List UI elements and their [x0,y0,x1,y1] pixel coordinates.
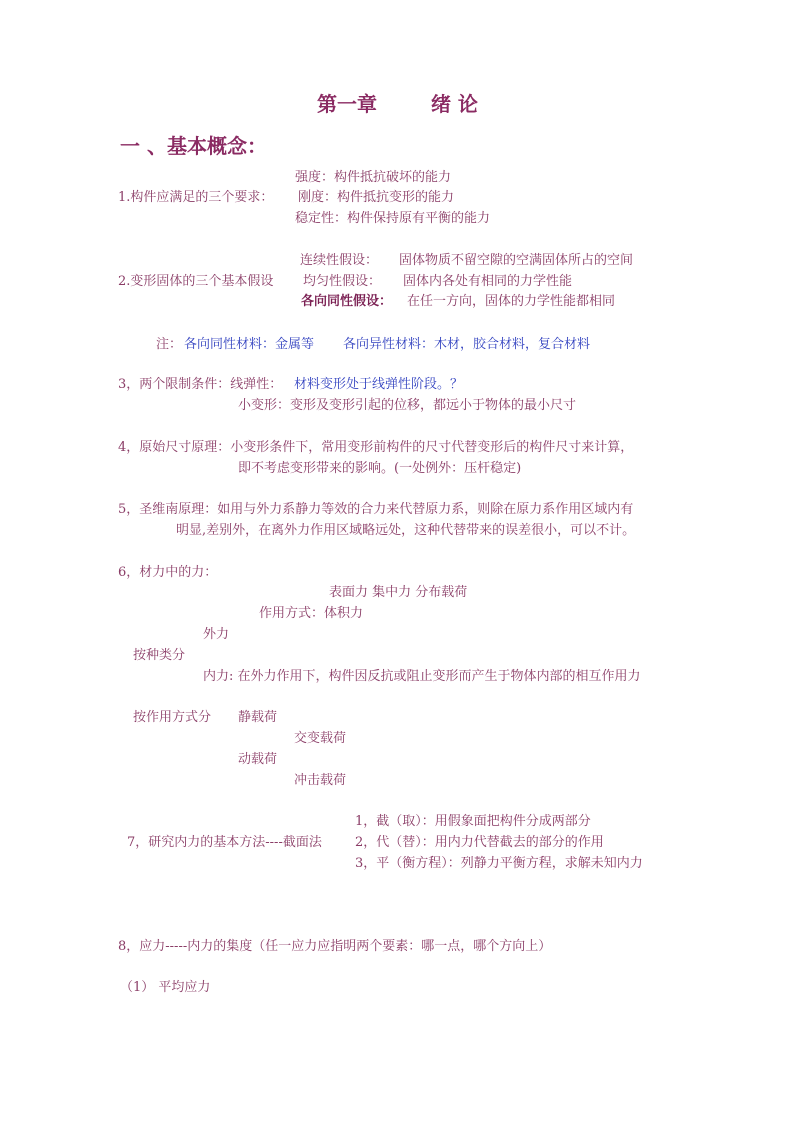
item6-by-action: 按作用方式分 [133,710,212,725]
assumption-isotropy-term: 各向同性假设： [301,294,393,309]
assumption-homogeneity-term: 均匀性假设： [303,274,382,289]
item6-surface-forces: 表面力 集中力 分布载荷 [329,585,468,600]
item6-impact-load: 冲击载荷 [294,773,347,788]
chapter-title [317,88,478,117]
item8-label: 8，应力-----内力的集度（任一应力应指明两个要素：哪一点，哪个方向上） [118,939,552,954]
item6-label: 6，材力中的力： [118,565,218,580]
item3-label: 3，两个限制条件：线弹性： [118,377,283,392]
note-isotropic: 各向同性材料：金属等 [184,337,315,352]
assumption-homogeneity-desc: 固体内各处有相同的力学性能 [403,274,573,289]
req-stiffness: 刚度：构件抵抗变形的能力 [298,190,455,205]
item1-label: 1.构件应满足的三个要求： [118,190,274,205]
item8-sub1: （1） 平均应力 [120,980,211,995]
item5-line1: 5，圣维南原理：如用与外力系静力等效的合力来代替原力系，则除在原力系作用区域内有 [118,502,634,517]
assumption-isotropy-desc: 在任一方向，固体的力学性能都相同 [407,294,616,309]
section-heading: 一 、基本概念： [120,134,267,158]
item6-internal-force: 内力: 在外力作用下，构件因反抗或阻止变形而产生于物体内部的相互作用力 [203,669,641,684]
item4-line2: 即不考虑变形带来的影响。(一处例外：压杆稳定) [238,461,522,476]
chapter-name: 绪 论 [430,92,478,116]
item7-step3: 3，平（衡方程）：列静力平衡方程，求解未知内力 [355,856,643,871]
item3-small-deformation: 小变形：变形及变形引起的位移，都远小于物体的最小尺寸 [238,398,577,413]
item6-dynamic-load: 动载荷 [238,752,278,767]
req-stability: 稳定性：构件保持原有平衡的能力 [295,211,491,226]
item5-line2: 明显,差别外，在离外力作用区域略远处，这种代替带来的误差很小，可以不计。 [176,523,636,538]
item6-action-mode: 作用方式：体积力 [259,606,364,621]
req-strength: 强度：构件抵抗破坏的能力 [295,170,452,185]
item6-static-load: 静载荷 [238,710,278,725]
item7-label: 7，研究内力的基本方法----截面法 [127,835,322,850]
item6-by-type: 按种类分 [133,648,186,663]
item7-step2: 2，代（替）：用内力代替截去的部分的作用 [355,835,604,850]
item6-alternating-load: 交变载荷 [294,731,347,746]
chapter-number: 第一章 [317,92,377,116]
assumption-continuity-desc: 固体物质不留空隙的空满固体所占的空间 [399,253,634,268]
note-prefix: 注： [156,337,183,352]
item3-linear-desc: 材料变形处于线弹性阶段。？ [294,377,464,392]
item7-step1: 1，截（取）：用假象面把构件分成两部分 [355,814,591,829]
item2-label: 2.变形固体的三个基本假设 [118,274,274,289]
item4-line1: 4，原始尺寸原理：小变形条件下，常用变形前构件的尺寸代替变形后的构件尺寸来计算， [118,440,634,455]
item6-external-force: 外力 [203,627,230,642]
note-anisotropic: 各向异性材料：木材，胶合材料，复合材料 [343,337,591,352]
assumption-continuity-term: 连续性假设： [300,253,379,268]
